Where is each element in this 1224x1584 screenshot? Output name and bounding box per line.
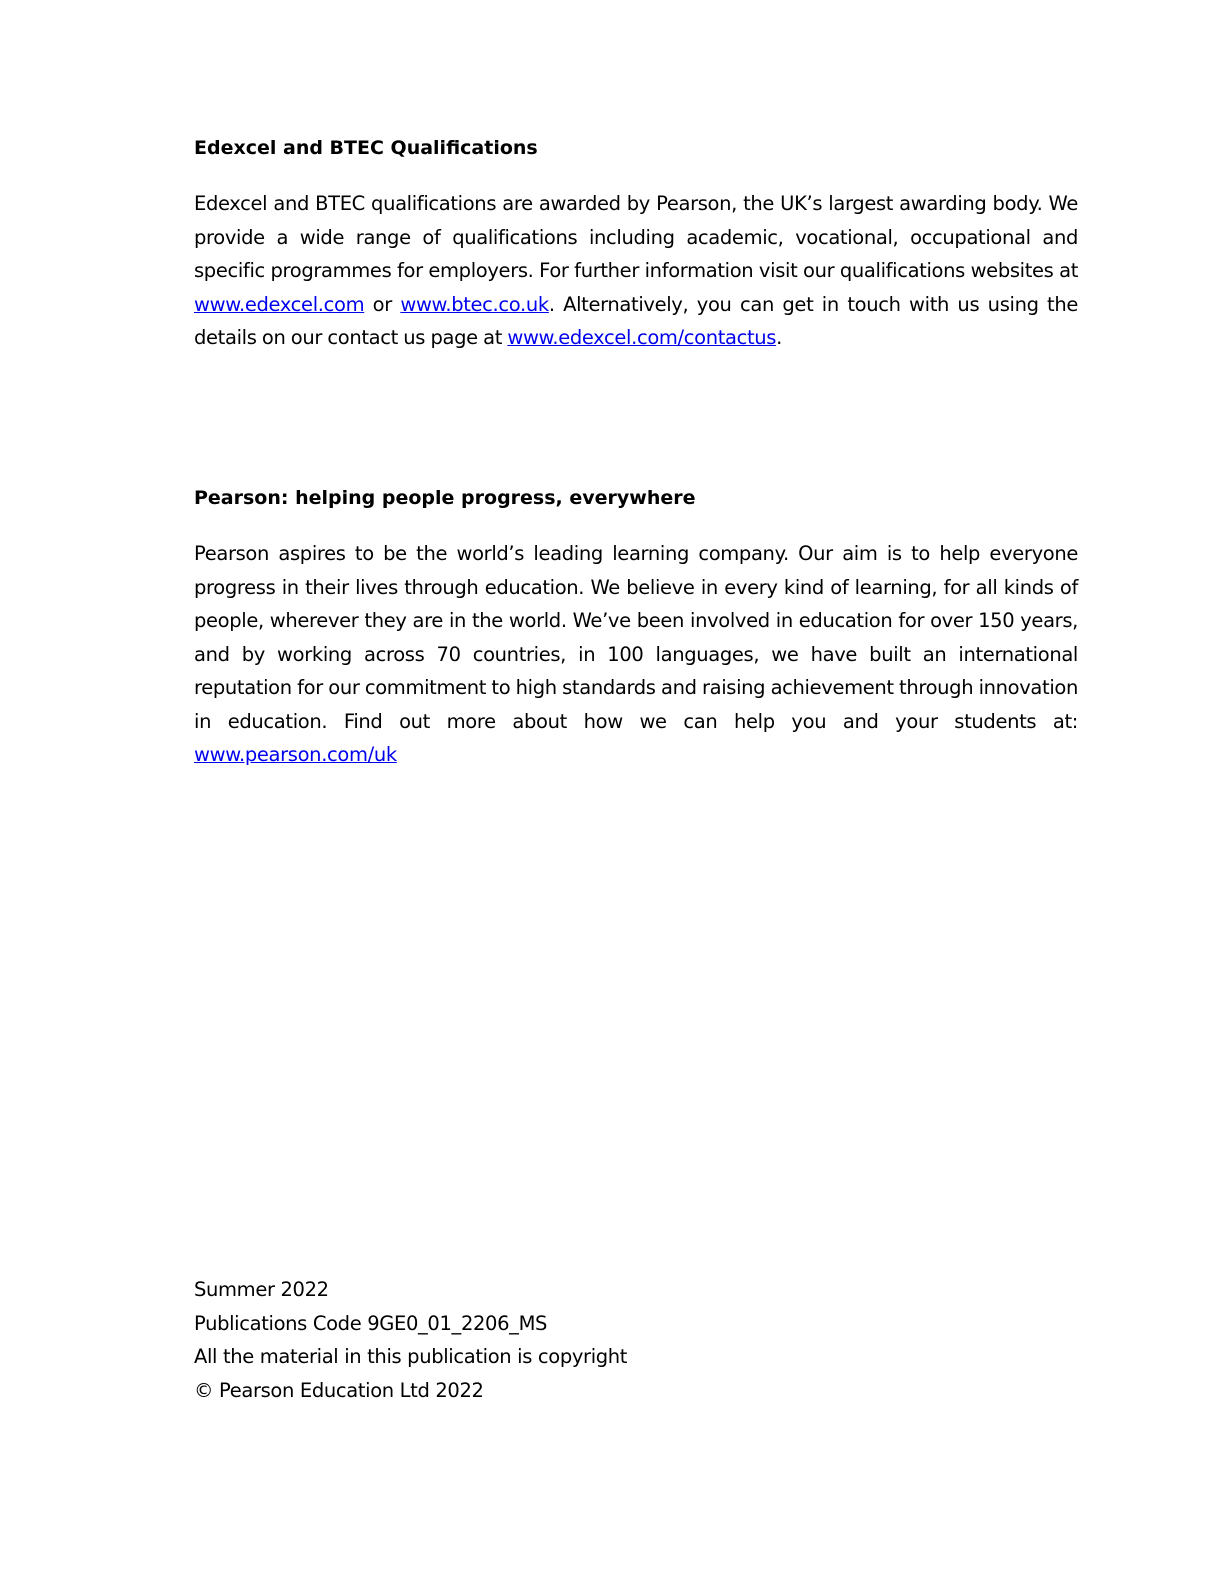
paragraph-text: Pearson aspires to be the world’s leading learning company. Our aim is to help everyone progress in their lives through education. We believe in every kind of learning, for all kinds of people, wherever they are in the world. We’ve been involved in education for over 150 years, and by working across 70 countries, in 100 languages, we have built an international reputation for our commitment to high standards and raising achievement through innovation in education. Find out more about how we can help you and your students at: <box>194 542 1078 733</box>
link-contact-us[interactable]: www.edexcel.com/contactus <box>507 326 777 349</box>
paragraph-text: Edexcel and BTEC qualifications are awarded by Pearson, the UK’s largest awarding body. We provide a wide range of qualifications including academic, vocational, occupational and specific programmes for employers. For further information visit our qualifications websites at <box>194 192 1078 282</box>
link-pearson-uk[interactable]: www.pearson.com/uk <box>194 743 397 766</box>
footer-copyright-note: All the material in this publication is copyright <box>194 1345 628 1368</box>
link-btec[interactable]: www.btec.co.uk <box>400 292 549 316</box>
paragraph-text: or <box>364 292 401 316</box>
section-heading-pearson: Pearson: helping people progress, everywhere <box>194 487 696 509</box>
footer-season: Summer 2022 <box>194 1278 329 1301</box>
paragraph-text: . Alternatively, you can get in touch with us using the details on our contact us page at <box>194 292 1078 349</box>
footer-publication-code: Publications Code 9GE0_01_2206_MS <box>194 1311 548 1335</box>
footer-copyright-line: © Pearson Education Ltd 2022 <box>194 1378 484 1402</box>
paragraph-pearson <box>194 537 1078 772</box>
publication-footer <box>194 1273 1078 1407</box>
link-edexcel[interactable]: www.edexcel.com <box>194 292 365 316</box>
paragraph-text: . <box>776 326 782 349</box>
section-heading-edexcel-btec: Edexcel and BTEC Qualifications <box>194 137 538 159</box>
paragraph-edexcel-btec <box>194 187 1078 355</box>
